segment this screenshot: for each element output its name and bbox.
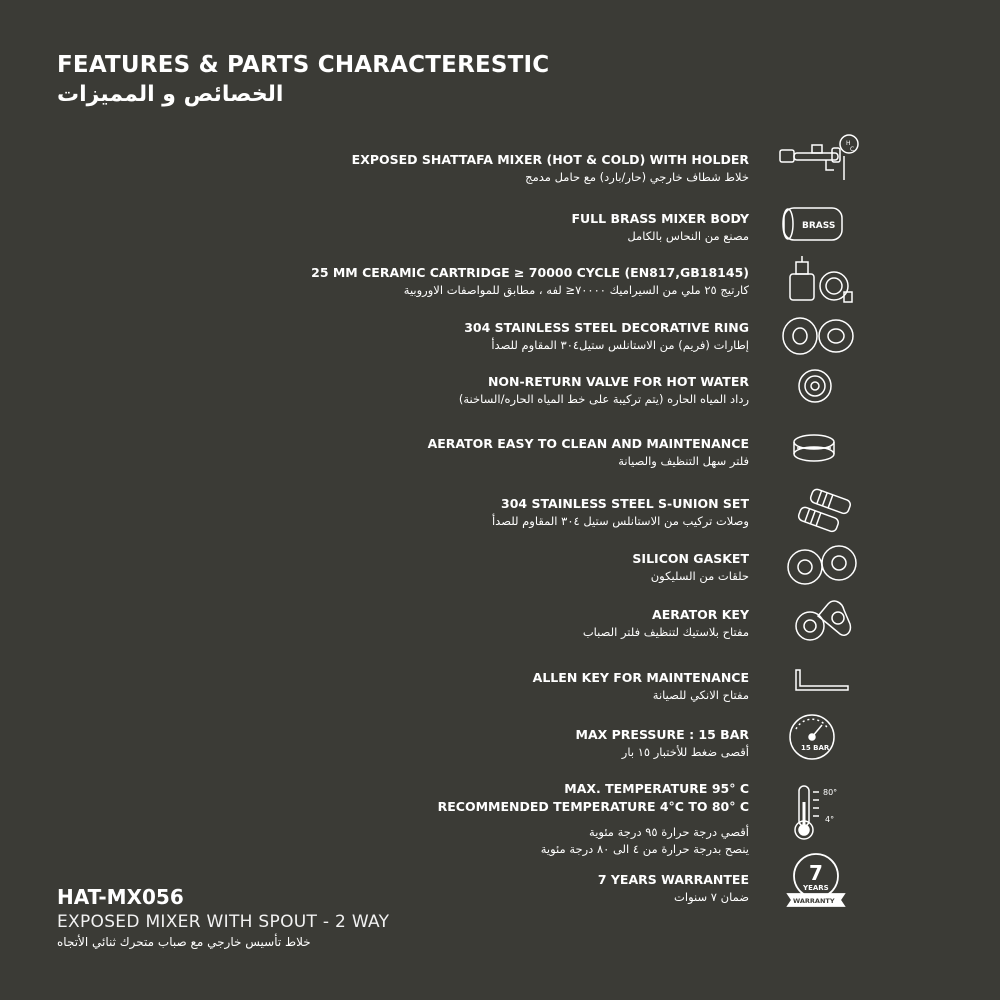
model-description: EXPOSED MIXER WITH SPOUT - 2 WAY: [57, 912, 390, 932]
feature-mixer: [109, 151, 749, 186]
mixer-icon: [776, 132, 860, 188]
feature-label: AERATOR EASY TO CLEAN AND MAINTENANCE: [427, 436, 749, 451]
svg-text:WARRANTY: WARRANTY: [793, 897, 835, 905]
model-code: HAT-MX056: [57, 885, 184, 909]
feature-label-arabic: كارتيج ٢٥ ملي من السيراميك ٧٠٠٠٠≤ لفه ، مطابق للمواصفات الاوروبية: [403, 283, 749, 297]
valve-icon: [775, 358, 859, 414]
gauge-label: 15 BAR: [801, 744, 830, 752]
feature-label: MAX PRESSURE : 15 BAR: [575, 727, 749, 742]
feature-label-arabic: وصلات تركيب من الاستانلس ستيل ٣٠٤ المقاوم للصدأ: [491, 514, 749, 528]
feature-aerator-key: [109, 606, 749, 641]
warranty-badge-icon: [782, 850, 866, 910]
aerator-key-icon: [788, 594, 872, 650]
svg-text:4°: 4°: [825, 815, 835, 824]
decorative-ring-icon: [780, 308, 864, 364]
feature-allen-key: [109, 669, 749, 704]
feature-label-arabic: مصنع من النحاس بالكامل: [627, 229, 749, 243]
feature-label-line2: RECOMMENDED TEMPERATURE 4°C TO 80° C: [437, 799, 749, 814]
svg-text:YEARS: YEARS: [803, 884, 829, 892]
feature-label-arabic: مفتاح بلاستيك لتنظيف فلتر الصباب: [582, 625, 749, 639]
feature-label: FULL BRASS MIXER BODY: [571, 211, 749, 226]
feature-label: 7 YEARS WARRANTEE: [597, 872, 749, 887]
feature-label: SILICON GASKET: [632, 551, 749, 566]
feature-label-arabic: أقصى ضغط للأختبار ١٥ بار: [621, 745, 749, 759]
feature-s-union: [109, 495, 749, 530]
feature-label-arabic: خلاط شطاف خارجي (حار/بارد) مع حامل مدمج: [525, 170, 749, 184]
feature-label: 25 MM CERAMIC CARTRIDGE ≥ 70000 CYCLE (EN817,GB18145): [311, 265, 749, 280]
feature-label: 304 STAINLESS STEEL S-UNION SET: [501, 496, 749, 511]
feature-gasket: [109, 550, 749, 585]
feature-brass-body: [109, 210, 749, 245]
model-description-arabic: خلاط تأسيس خارجي مع صباب متحرك ثنائي الأتجاه: [57, 935, 311, 949]
feature-cartridge: [109, 264, 749, 299]
brass-body-icon: [778, 198, 862, 254]
page-title-arabic: الخصائص و المميزات: [57, 82, 284, 107]
feature-label: NON-RETURN VALVE FOR HOT WATER: [487, 374, 749, 389]
brass-label: BRASS: [802, 221, 836, 231]
svg-text:80°: 80°: [823, 788, 838, 797]
feature-label: ALLEN KEY FOR MAINTENANCE: [532, 670, 749, 685]
feature-aerator: [109, 435, 749, 470]
feature-label-arabic: فلتر سهل التنظيف والصيانة: [618, 454, 749, 468]
feature-valve: [109, 373, 749, 408]
feature-label: AERATOR KEY: [652, 607, 749, 622]
feature-label-arabic-line2: ينصح بدرجة حرارة من ٤ الى ٨٠ درجة مئوية: [540, 842, 749, 856]
allen-key-icon: [790, 656, 874, 712]
aerator-icon: [773, 420, 857, 476]
cartridge-icon: [782, 254, 866, 310]
feature-label-arabic: رداد المياه الحاره (يتم تركيبة على خط المياه الحاره/الساخنة): [458, 392, 749, 406]
feature-temperature: [109, 780, 749, 858]
thermometer-icon: [785, 782, 869, 842]
feature-max-pressure: [109, 726, 749, 761]
s-union-icon: [790, 483, 874, 539]
feature-warranty: [109, 871, 749, 906]
gasket-icon: [783, 539, 867, 595]
feature-label: EXPOSED SHATTAFA MIXER (HOT & COLD) WITH HOLDER: [351, 152, 749, 167]
feature-label-arabic: أقصي درجة حرارة ٩٥ درجة مئوية: [589, 825, 749, 839]
feature-label-arabic: ضمان ٧ سنوات: [674, 890, 749, 904]
svg-text:C: C: [850, 146, 855, 153]
feature-label-arabic: إطارات (فريم) من الاستانلس ستيل٣٠٤ المقاوم للصدأ: [491, 338, 749, 352]
feature-label: 304 STAINLESS STEEL DECORATIVE RING: [464, 320, 749, 335]
pressure-gauge-icon: [782, 707, 866, 763]
feature-label-arabic: مفتاح الانكي للصيانة: [652, 688, 749, 702]
svg-text:H: H: [846, 140, 851, 147]
page-title: FEATURES & PARTS CHARACTERESTIC: [57, 52, 550, 78]
feature-label-arabic: حلقات من السليكون: [650, 569, 749, 583]
svg-text:7: 7: [809, 861, 823, 885]
feature-decorative-ring: [109, 319, 749, 354]
feature-label: MAX. TEMPERATURE 95° C: [564, 781, 749, 796]
